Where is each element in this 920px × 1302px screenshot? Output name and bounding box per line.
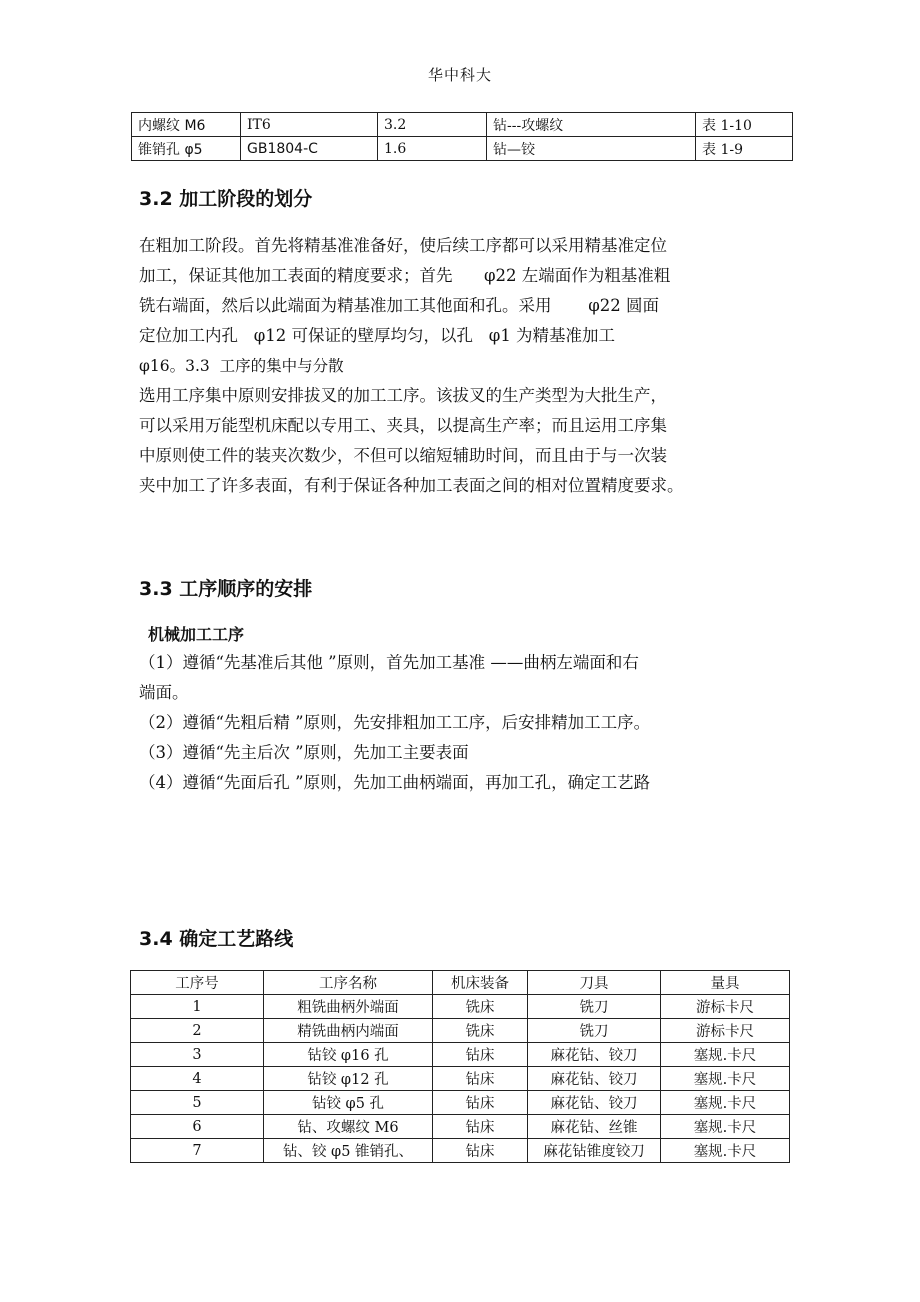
column-header: 工序号 — [131, 971, 264, 995]
table-cell: 粗铣曲柄外端面 — [264, 995, 433, 1019]
table-cell: 塞规.卡尺 — [661, 1043, 790, 1067]
paragraph-line: 铣右端面，然后以此端面为精基准加工其他面和孔。采用 φ22 圆面 — [139, 296, 660, 315]
table-header-row — [131, 971, 790, 995]
paragraph-line: 加工，保证其他加工表面的精度要求；首先 φ22 左端面作为粗基准粗 — [139, 266, 671, 285]
paragraph-line: 可以采用万能型机床配以专用工、夹具，以提高生产率；而且运用工序集 — [139, 416, 667, 435]
table-cell: 钻、攻螺纹 M6 — [264, 1115, 433, 1139]
table-row — [131, 1091, 790, 1115]
table-cell: 钻床 — [433, 1115, 528, 1139]
table-row — [131, 1019, 790, 1043]
table-cell: 钻铰 φ12 孔 — [264, 1067, 433, 1091]
table-row — [131, 1139, 790, 1163]
paragraph-line: 选用工序集中原则安排拔叉的加工工序。该拔叉的生产类型为大批生产， — [139, 386, 667, 405]
column-header: 机床装备 — [433, 971, 528, 995]
table-cell: 铣刀 — [528, 995, 661, 1019]
column-header: 刀具 — [528, 971, 661, 995]
table-cell: 游标卡尺 — [661, 1019, 790, 1043]
section-3-3-body — [139, 648, 799, 798]
table-cell: 麻花钻、铰刀 — [528, 1091, 661, 1115]
table-cell: GB1804-C — [241, 137, 378, 161]
table-row — [131, 1115, 790, 1139]
table-cell: 麻花钻、铰刀 — [528, 1043, 661, 1067]
table-cell: 6 — [131, 1115, 264, 1139]
table-cell: 塞规.卡尺 — [661, 1139, 790, 1163]
paragraph-line: 中原则使工件的装夹次数少，不但可以缩短辅助时间，而且由于与一次装 — [139, 446, 667, 465]
table-cell: 钻铰 φ16 孔 — [264, 1043, 433, 1067]
column-header: 量具 — [661, 971, 790, 995]
table-cell: 铣床 — [433, 1019, 528, 1043]
process-route-table — [130, 970, 790, 1163]
table-cell: 锥销孔 φ5 — [132, 137, 241, 161]
table-row — [132, 113, 793, 137]
spec-table — [131, 112, 793, 161]
section-heading-3-3: 3.3 工序顺序的安排 — [139, 578, 313, 600]
table-cell: 表 1-10 — [696, 113, 793, 137]
paragraph-line: （1）遵循“先基准后其他 ”原则，首先加工基准 ——曲柄左端面和右 — [139, 653, 639, 672]
table-cell: 5 — [131, 1091, 264, 1115]
table-cell: 游标卡尺 — [661, 995, 790, 1019]
table-cell: 钻床 — [433, 1139, 528, 1163]
table-cell: 铣刀 — [528, 1019, 661, 1043]
table-cell: IT6 — [241, 113, 378, 137]
table-cell: 表 1-9 — [696, 137, 793, 161]
table-cell: 内螺纹 M6 — [132, 113, 241, 137]
table-cell: 麻花钻锥度铰刀 — [528, 1139, 661, 1163]
table-row — [131, 995, 790, 1019]
subheading-machining: 机械加工工序 — [148, 625, 245, 644]
table-cell: 塞规.卡尺 — [661, 1091, 790, 1115]
section-heading-3-4: 3.4 确定工艺路线 — [139, 928, 294, 950]
table-row — [132, 137, 793, 161]
table-cell: 3 — [131, 1043, 264, 1067]
table-cell: 钻床 — [433, 1067, 528, 1091]
table-cell: 3.2 — [378, 113, 487, 137]
table-cell: 钻、铰 φ5 锥销孔、 — [264, 1139, 433, 1163]
table-cell: 钻—铰 — [487, 137, 696, 161]
paragraph-line: 定位加工内孔 φ12 可保证的壁厚均匀，以孔 φ1 为精基准加工 — [139, 326, 616, 345]
table-cell: 塞规.卡尺 — [661, 1067, 790, 1091]
table-cell: 钻床 — [433, 1091, 528, 1115]
table-cell: 精铣曲柄内端面 — [264, 1019, 433, 1043]
table-row — [131, 1043, 790, 1067]
paragraph-line: 在粗加工阶段。首先将精基准准备好，使后续工序都可以采用精基准定位 — [139, 236, 667, 255]
table-cell: 麻花钻、丝锥 — [528, 1115, 661, 1139]
paragraph-line: （2）遵循“先粗后精 ”原则，先安排粗加工工序，后安排精加工工序。 — [139, 713, 651, 732]
paragraph-line: （3）遵循“先主后次 ”原则，先加工主要表面 — [139, 743, 469, 762]
table-row — [131, 1067, 790, 1091]
paragraph-line: 夹中加工了许多表面，有利于保证各种加工表面之间的相对位置精度要求。 — [139, 476, 684, 495]
paragraph-line: 端面。 — [139, 683, 189, 702]
section-3-2-body — [139, 231, 799, 501]
column-header: 工序名称 — [264, 971, 433, 995]
table-cell: 4 — [131, 1067, 264, 1091]
table-cell: 钻床 — [433, 1043, 528, 1067]
table-cell: 1 — [131, 995, 264, 1019]
table-cell: 麻花钻、铰刀 — [528, 1067, 661, 1091]
page-header: 华中科大 — [427, 66, 492, 84]
paragraph-line: φ16。3.3 工序的集中与分散 — [139, 357, 344, 375]
section-heading-3-2: 3.2 加工阶段的划分 — [139, 188, 313, 210]
table-cell: 钻铰 φ5 孔 — [264, 1091, 433, 1115]
table-cell: 塞规.卡尺 — [661, 1115, 790, 1139]
table-cell: 7 — [131, 1139, 264, 1163]
table-cell: 1.6 — [378, 137, 487, 161]
table-cell: 钻---攻螺纹 — [487, 113, 696, 137]
table-cell: 2 — [131, 1019, 264, 1043]
paragraph-line: （4）遵循“先面后孔 ”原则，先加工曲柄端面，再加工孔，确定工艺路 — [139, 773, 651, 792]
table-cell: 铣床 — [433, 995, 528, 1019]
